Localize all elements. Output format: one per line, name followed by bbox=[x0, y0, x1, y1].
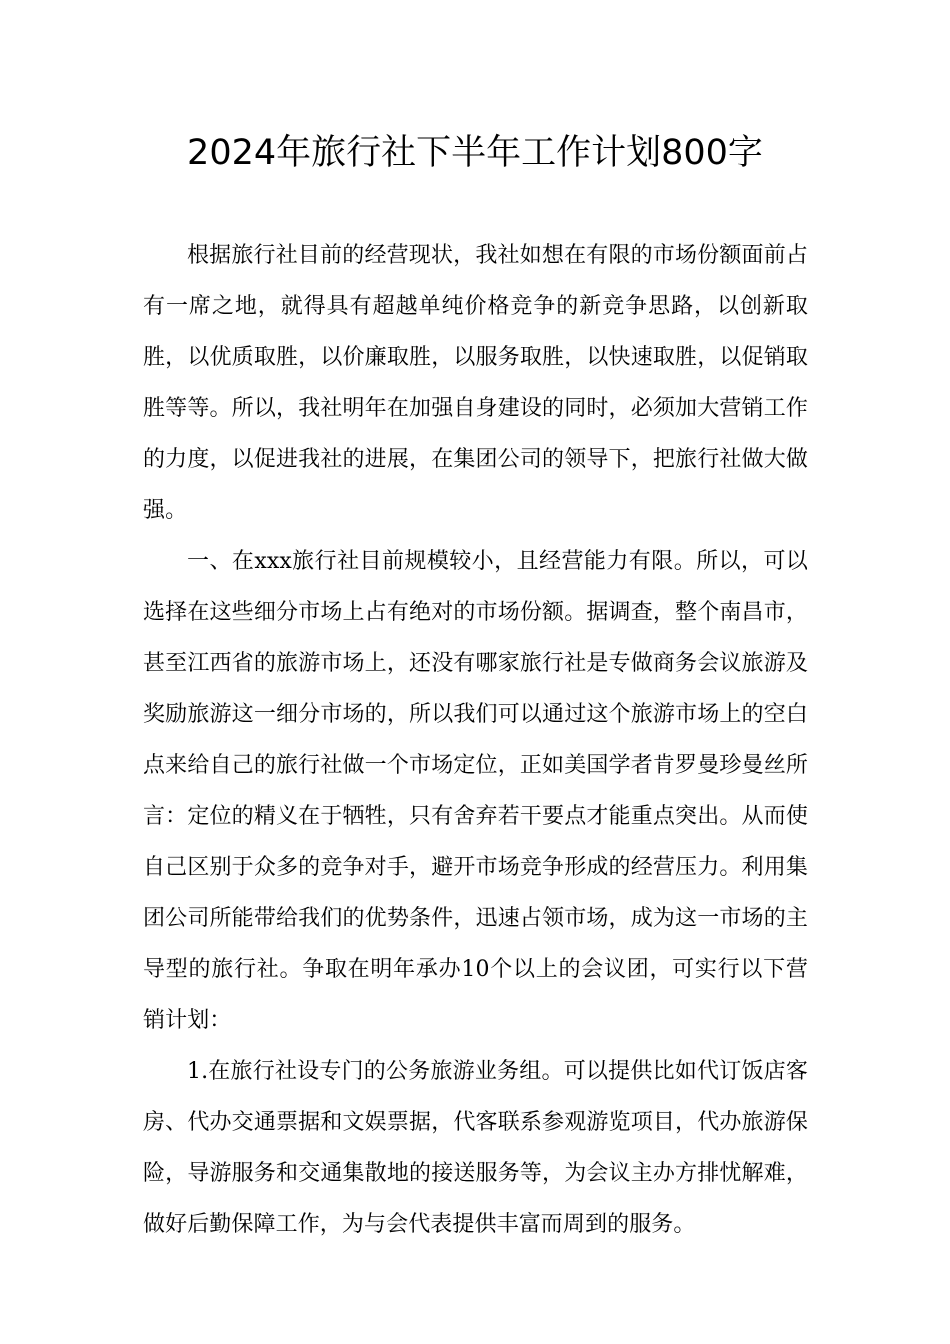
document-title: 2024年旅行社下半年工作计划800字 bbox=[187, 133, 763, 173]
paragraph-section-one: 一、在xxx旅行社目前规模较小，且经营能力有限。所以，可以选择在这些细分市场上占有绝对的市场份额。据调查，整个南昌市，甚至江西省的旅游市场上，还没有哪家旅行社是专做商务会议旅游及奖励旅游这一细分市场的，所以我们可以通过这个旅游市场上的空白点来给自己的旅行社做一个市场定位，正如美国学者肯罗曼珍曼丝所言：定位的精义在于牺牲，只有舍弃若干要点才能重点突出。从而使自己区别于众多的竞争对手，避开市场竞争形成的经营压力。利用集团公司所能带给我们的优势条件，迅速占领市场，成为这一市场的主导型的旅行社。争取在明年承办10个以上的会议团，可实行以下营销计划： bbox=[143, 549, 808, 1033]
document-body bbox=[143, 230, 808, 1250]
paragraph-item-one: 1.在旅行社设专门的公务旅游业务组。可以提供比如代订饭店客房、代办交通票据和文娱票据，代客联系参观游览项目，代办旅游保险，导游服务和交通集散地的接送服务等，为会议主办方排忧解难，做好后勤保障工作，为与会代表提供丰富而周到的服务。 bbox=[143, 1059, 808, 1237]
paragraph-intro: 根据旅行社目前的经营现状，我社如想在有限的市场份额面前占有一席之地，就得具有超越单纯价格竞争的新竞争思路，以创新取胜，以优质取胜，以价廉取胜，以服务取胜，以快速取胜，以促销取胜等等。所以，我社明年在加强自身建设的同时，必须加大营销工作的力度，以促进我社的进展，在集团公司的领导下，把旅行社做大做强。 bbox=[143, 243, 808, 523]
